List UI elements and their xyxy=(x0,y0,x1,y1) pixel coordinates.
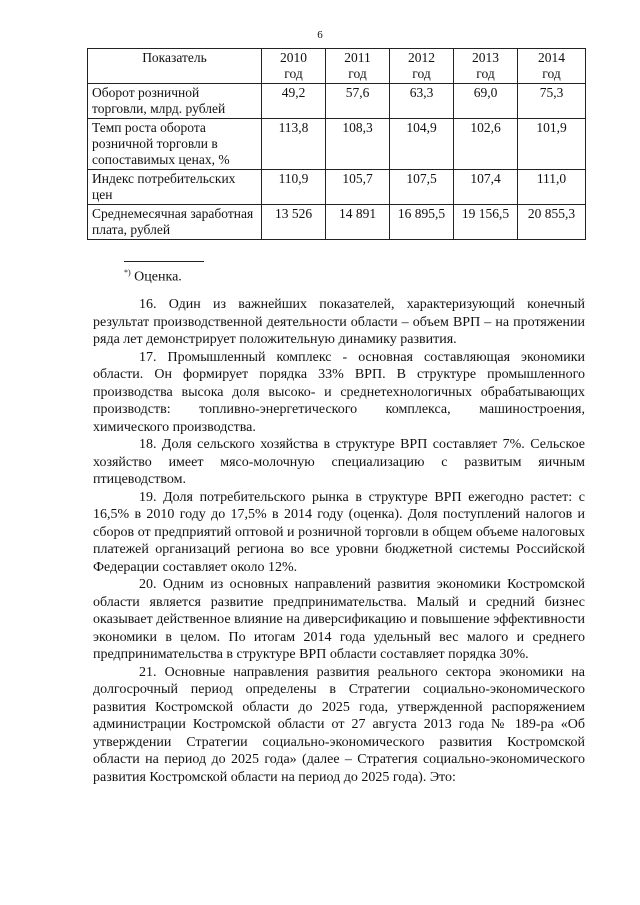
paragraph: 17. Промышленный комплекс - основная составляющая экономики области. Он формирует порядка 33% ВРП. В структуре промышленного производства высока доля высоко- и среднетехнологичных обрабатывающих производств: топливно-энергетического комплекса, машиностроения, химического производства. xyxy=(93,349,585,435)
table-cell: 107,4 xyxy=(454,170,518,205)
table-header-year: 2014 год xyxy=(518,49,586,84)
indicators-table xyxy=(87,48,586,240)
table-cell: 108,3 xyxy=(326,119,390,170)
table-header-year: 2013 год xyxy=(454,49,518,84)
table-cell: 19 156,5 xyxy=(454,205,518,240)
table-header-label: Показатель xyxy=(88,49,262,84)
page-number: 6 xyxy=(317,29,323,41)
table-cell: 14 891 xyxy=(326,205,390,240)
footnote xyxy=(124,268,182,286)
footnote-separator xyxy=(124,261,204,262)
table-cell: 75,3 xyxy=(518,84,586,119)
table-cell: 113,8 xyxy=(262,119,326,170)
table-row xyxy=(88,119,586,170)
table-cell: 107,5 xyxy=(390,170,454,205)
paragraph: 16. Один из важнейших показателей, характеризующий конечный результат производственной деятельности области – объем ВРП – на протяжении ряда лет демонстрирует положительную динамику развития. xyxy=(93,297,585,347)
table-cell: 110,9 xyxy=(262,170,326,205)
table-row xyxy=(88,170,586,205)
paragraph: 18. Доля сельского хозяйства в структуре ВРП составляет 7%. Сельское хозяйство имеет мясо-молочную специализацию с развитым яичным птицеводством. xyxy=(93,437,585,487)
table-cell: 101,9 xyxy=(518,119,586,170)
row-label: Индекс потребительских цен xyxy=(88,170,262,205)
table-cell: 105,7 xyxy=(326,170,390,205)
table-cell: 69,0 xyxy=(454,84,518,119)
table-cell: 111,0 xyxy=(518,170,586,205)
row-label: Среднемесячная заработная плата, рублей xyxy=(88,205,262,240)
table-cell: 13 526 xyxy=(262,205,326,240)
table-header-year: 2012 год xyxy=(390,49,454,84)
table-cell: 102,6 xyxy=(454,119,518,170)
table-row xyxy=(88,205,586,240)
footnote-text: Оценка. xyxy=(130,269,182,285)
table-header-year: 2011 год xyxy=(326,49,390,84)
table-header-year: 2010 год xyxy=(262,49,326,84)
row-label: Темп роста оборота розничной торговли в сопоставимых ценах, % xyxy=(88,119,262,170)
row-label: Оборот розничной торговли, млрд. рублей xyxy=(88,84,262,119)
paragraph: 21. Основные направления развития реального сектора экономики на долгосрочный период определены в Стратегии социально-экономического развития Костромской области до 2025 года, утвержденной распоряжением администрации Костромской области от 27 августа 2013 года № 189-ра «Об утверждении Стратегии социально-экономического развития Костромской области на период до 2025 года» (далее – Стратегия социально-экономического развития Костромской области на период до 2025 года). Это: xyxy=(93,664,585,785)
table-cell: 57,6 xyxy=(326,84,390,119)
table-cell: 49,2 xyxy=(262,84,326,119)
table-row xyxy=(88,84,586,119)
table-cell: 104,9 xyxy=(390,119,454,170)
paragraph: 19. Доля потребительского рынка в структуре ВРП ежегодно растет: с 16,5% в 2010 году до 17,5% в 2014 году (оценка). Доля поступлений налогов и сборов от предприятий оптовой и розничной торговли в общем объеме налоговых платежей организаций региона во все уровни бюджетной системы Российской Федерации составляет около 12%. xyxy=(93,489,585,575)
table-cell: 20 855,3 xyxy=(518,205,586,240)
paragraph: 20. Одним из основных направлений развития экономики Костромской области является развитие предпринимательства. Малый и средний бизнес оказывает действенное влияние на диверсификацию и повышение эффективности экономики в целом. По итогам 2014 года удельный вес малого и среднего предпринимательства в структуре ВРП области составляет порядка 30%. xyxy=(93,577,585,662)
body-text xyxy=(93,296,585,786)
table-header-row xyxy=(88,49,586,84)
table-cell: 16 895,5 xyxy=(390,205,454,240)
table-cell: 63,3 xyxy=(390,84,454,119)
footnote-mark: *) xyxy=(124,268,131,277)
